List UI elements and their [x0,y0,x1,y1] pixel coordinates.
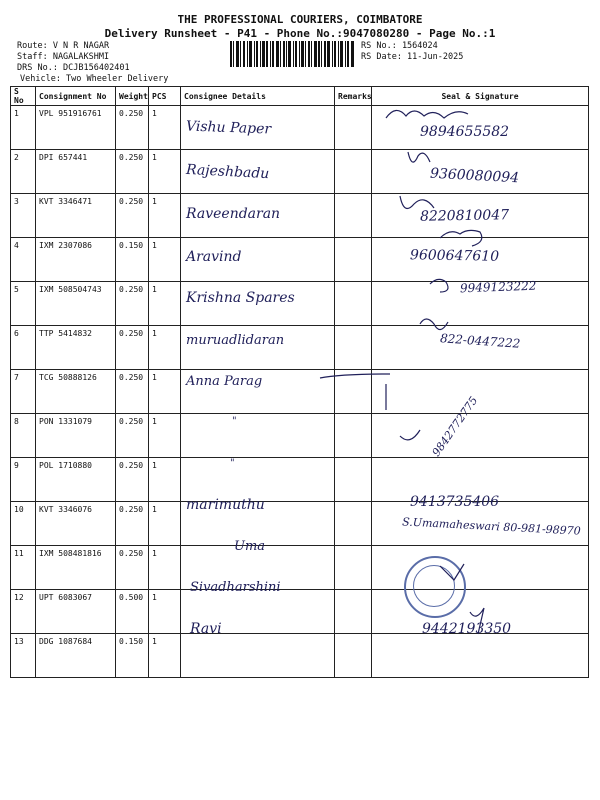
vehicle-label: Vehicle: Two Wheeler Delivery [20,74,169,84]
remarks-cell [335,414,372,458]
col-consignee: Consignee Details [181,87,335,106]
sno-cell: 5 [11,282,36,326]
handwritten-signature: 8220810047 [419,207,510,225]
remarks-cell [335,502,372,546]
remarks-cell [335,634,372,678]
weight-cell: 0.250 [116,502,149,546]
barcode-icon [230,41,354,67]
pcs-cell: 1 [149,546,181,590]
remarks-cell [335,370,372,414]
weight-cell: 0.250 [116,194,149,238]
rs-number: RS No.: 1564024 [361,41,438,51]
remarks-cell [335,546,372,590]
handwritten-consignee: Raveendaran [186,206,281,222]
weight-cell: 0.500 [116,590,149,634]
pcs-cell: 1 [149,106,181,150]
runsheet-subtitle: Delivery Runsheet - P41 - Phone No.:9047080280 - Page No.:1 [104,27,496,40]
col-remarks: Remarks [335,87,372,106]
table-row [11,546,589,590]
handwritten-consignee: Ravi [190,621,222,637]
weight-cell: 0.250 [116,282,149,326]
sno-cell: 13 [11,634,36,678]
pcs-cell: 1 [149,282,181,326]
signature-cell [372,634,589,678]
consignment-cell: IXM 508504743 [36,282,116,326]
remarks-cell [335,106,372,150]
handwritten-signature: 9600647610 [409,247,500,265]
handwritten-signature: 9413735406 [410,494,500,510]
col-signature: Seal & Signature [372,87,589,106]
handwritten-consignee: muruadlidaran [186,333,285,348]
remarks-cell [335,458,372,502]
pcs-cell: 1 [149,238,181,282]
sno-cell: 7 [11,370,36,414]
sno-cell: 3 [11,194,36,238]
pcs-cell: 1 [149,502,181,546]
table-row [11,634,589,678]
handwritten-consignee: Aravind [186,249,242,265]
weight-cell: 0.250 [116,546,149,590]
handwritten-consignee: " [232,416,237,427]
table-row [11,414,589,458]
handwritten-signature: 9442193350 [422,621,512,637]
consignment-cell: VPL 951916761 [36,106,116,150]
consignee-cell [181,634,335,678]
pcs-cell: 1 [149,590,181,634]
handwritten-consignee: Vishu Paper [185,118,272,138]
sno-cell: 4 [11,238,36,282]
consignee-cell [181,414,335,458]
weight-cell: 0.250 [116,150,149,194]
consignment-cell: TCG 50888126 [36,370,116,414]
pcs-cell: 1 [149,634,181,678]
table-header-row [11,87,589,106]
remarks-cell [335,238,372,282]
pcs-cell: 1 [149,370,181,414]
remarks-cell [335,590,372,634]
weight-cell: 0.250 [116,106,149,150]
handwritten-signature: 9360080094 [429,165,520,187]
consignee-cell [181,458,335,502]
table-row [11,458,589,502]
handwritten-consignee: Krishna Spares [186,290,295,306]
pcs-cell: 1 [149,194,181,238]
handwritten-signature: 9949123222 [459,278,537,296]
table-row [11,370,589,414]
handwritten-consignee: Anna Parag [186,374,263,389]
consignment-cell: PON 1331079 [36,414,116,458]
weight-cell: 0.250 [116,326,149,370]
consignment-cell: KVT 3346076 [36,502,116,546]
consignment-cell: DPI 657441 [36,150,116,194]
drs-label: DRS No.: DCJB156402401 [17,63,130,73]
remarks-cell [335,194,372,238]
col-weight: Weight [116,87,149,106]
remarks-cell [335,150,372,194]
remarks-cell [335,326,372,370]
pcs-cell: 1 [149,414,181,458]
route-label: Route: V N R NAGAR [17,41,110,51]
weight-cell: 0.250 [116,458,149,502]
sno-cell: 8 [11,414,36,458]
seal-stamp-icon [404,556,466,618]
signature-cell [372,414,589,458]
handwritten-consignee: Rajeshbadu [185,161,270,183]
staff-label: Staff: NAGALAKSHMI [17,52,110,62]
handwritten-signature: 9894655582 [420,124,510,140]
company-title: THE PROFESSIONAL COURIERS, COIMBATORE [177,13,423,26]
rs-date: RS Date: 11-Jun-2025 [361,52,464,62]
handwritten-consignee: Sivadharshini [190,580,281,595]
consignment-cell: IXM 508481816 [36,546,116,590]
sno-cell: 11 [11,546,36,590]
col-pcs: PCS [149,87,181,106]
handwritten-signature: 822-0447222 [439,331,521,351]
table-row [11,238,589,282]
consignment-cell: IXM 2307086 [36,238,116,282]
handwritten-signature: 9842772775 [429,394,481,459]
remarks-cell [335,282,372,326]
sno-cell: 10 [11,502,36,546]
sno-cell: 6 [11,326,36,370]
sno-cell: 9 [11,458,36,502]
consignment-cell: POL 1710880 [36,458,116,502]
consignment-cell: DDG 1087684 [36,634,116,678]
pcs-cell: 1 [149,458,181,502]
sno-cell: 12 [11,590,36,634]
weight-cell: 0.250 [116,414,149,458]
consignment-cell: KVT 3346471 [36,194,116,238]
col-consignment: Consignment No [36,87,116,106]
col-sno: S No [11,87,36,106]
consignment-cell: UPT 6083067 [36,590,116,634]
signature-cell [372,370,589,414]
handwritten-consignee: Uma [234,539,266,554]
pcs-cell: 1 [149,326,181,370]
weight-cell: 0.150 [116,634,149,678]
handwritten-consignee: " [230,458,235,469]
sno-cell: 2 [11,150,36,194]
handwritten-signature: S.Umamaheswari 80-981-98970 [401,515,582,538]
weight-cell: 0.250 [116,370,149,414]
consignment-cell: TTP 5414832 [36,326,116,370]
handwritten-consignee: marimuthu [186,497,265,513]
weight-cell: 0.150 [116,238,149,282]
sno-cell: 1 [11,106,36,150]
pcs-cell: 1 [149,150,181,194]
